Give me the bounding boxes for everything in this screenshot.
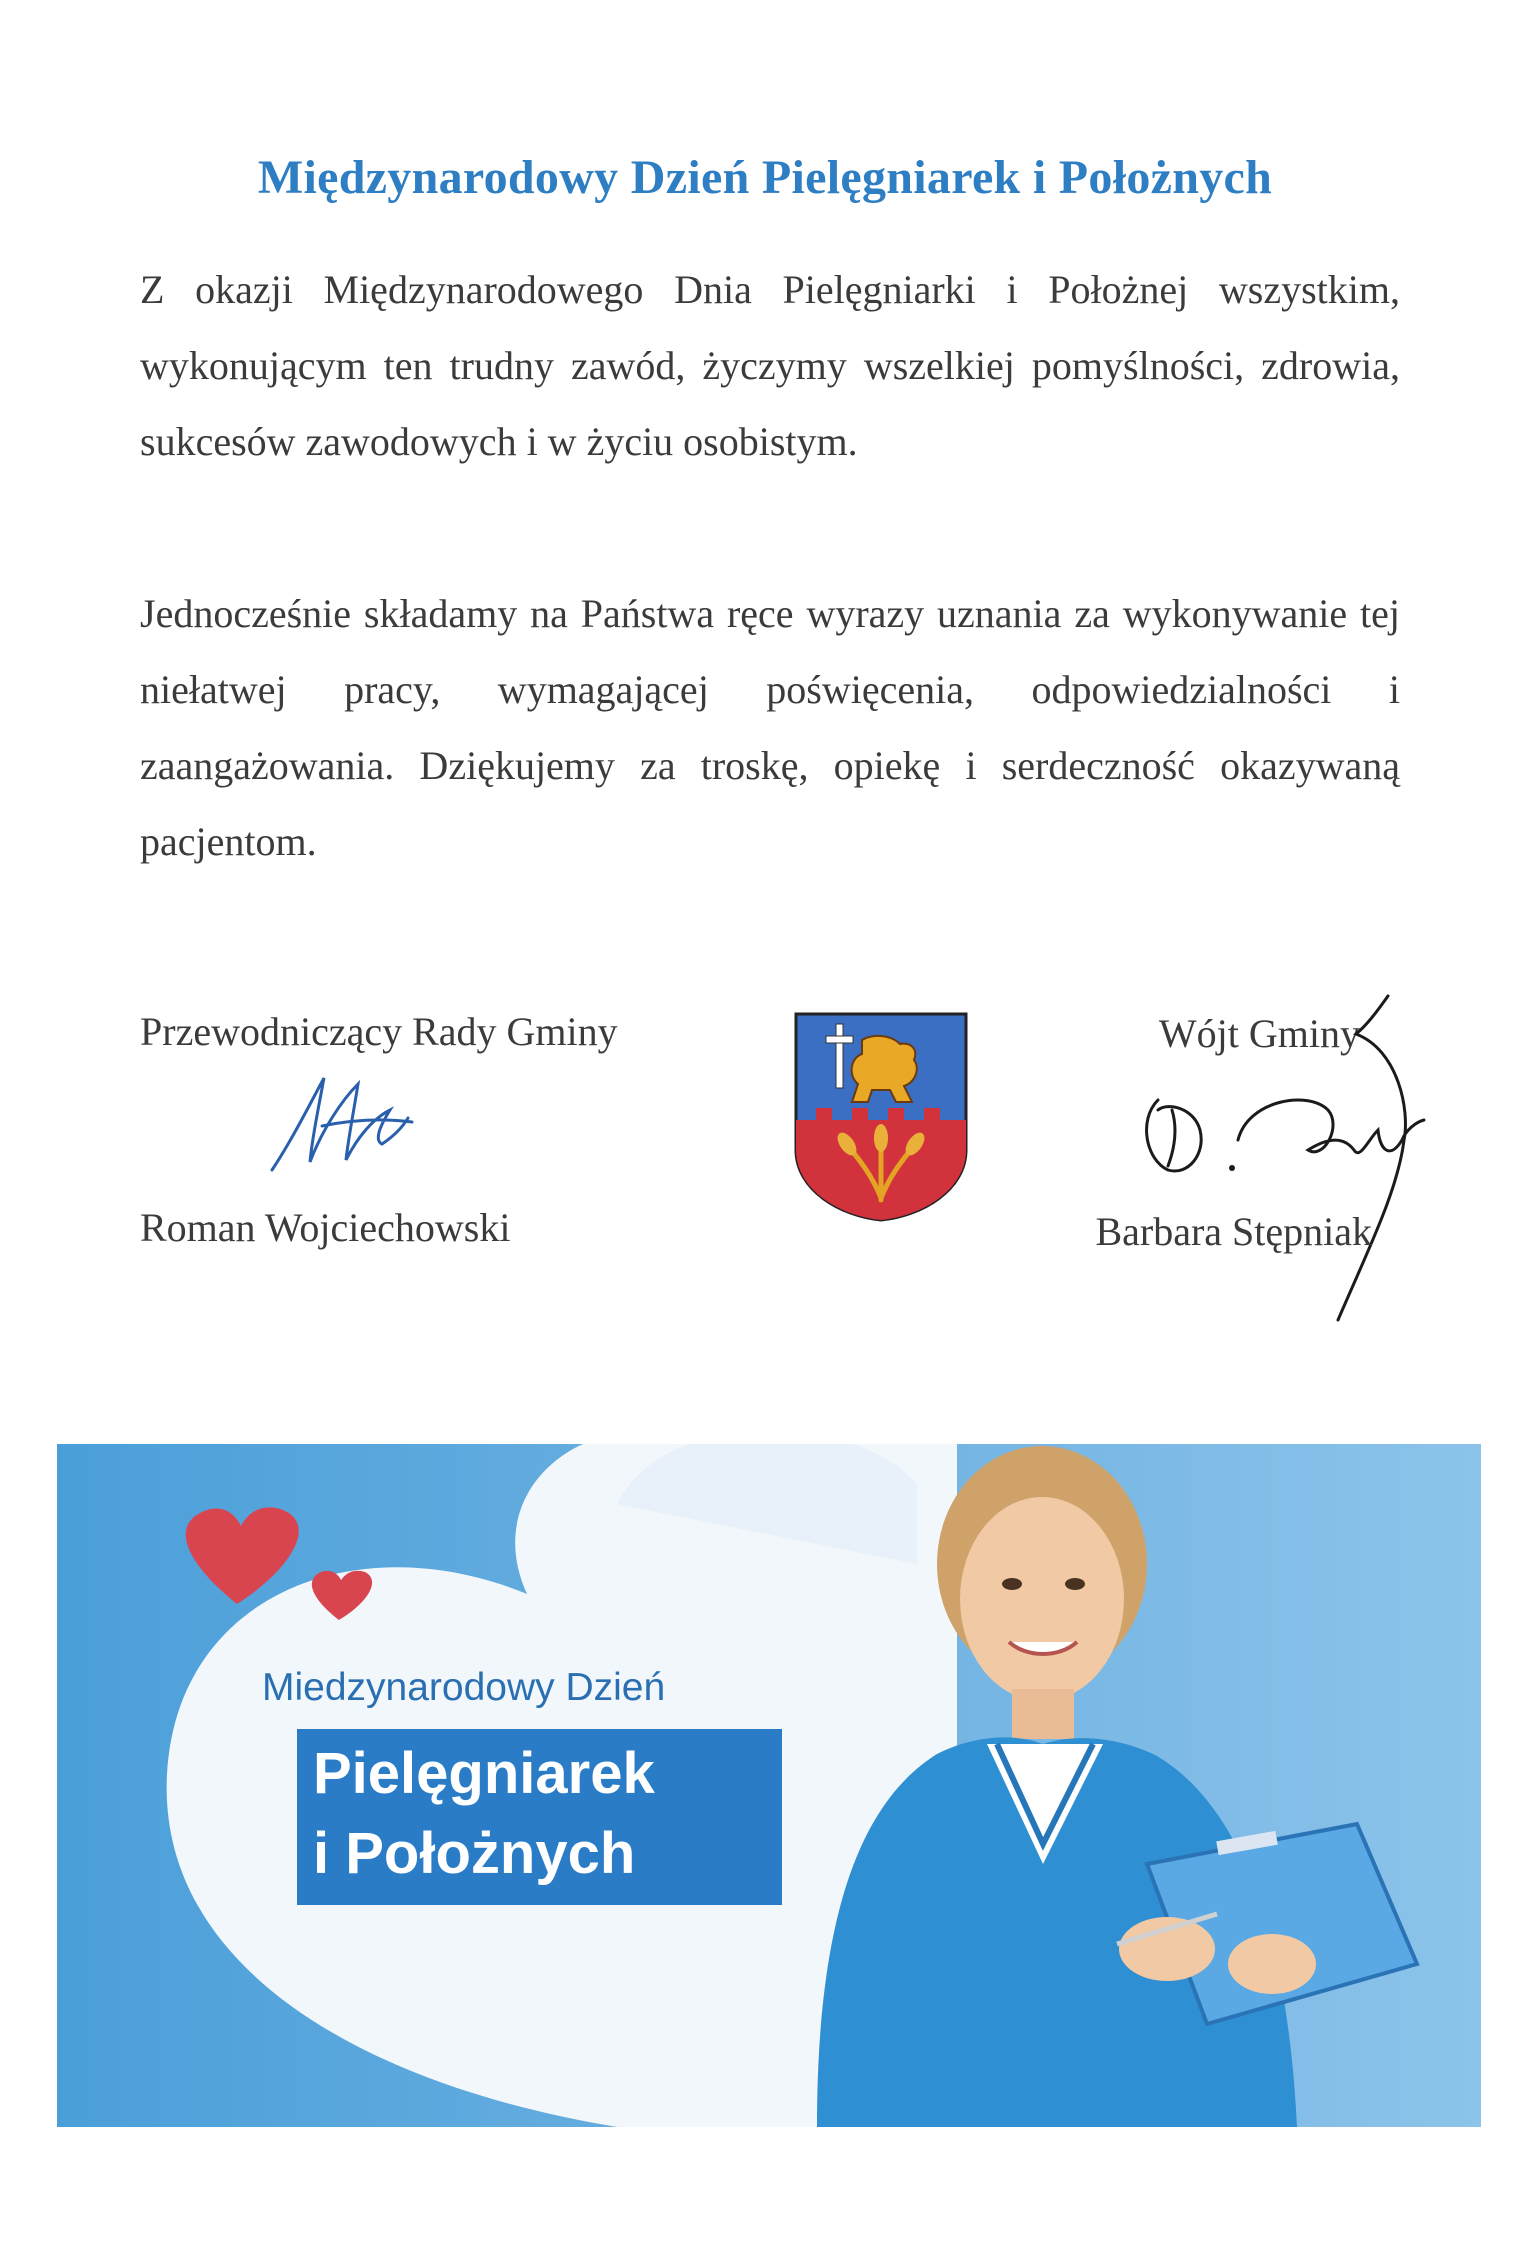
right-signatory-role: Wójt Gminy xyxy=(1158,1011,1360,1056)
banner-subtitle: Miedzynarodowy Dzień xyxy=(262,1666,666,1709)
left-signatory-name: Roman Wojciechowski xyxy=(140,1205,511,1250)
right-signature-icon xyxy=(1128,990,1448,1330)
nurses-day-banner xyxy=(57,1444,1481,2127)
banner-title-line-2: i Położnych xyxy=(313,1821,636,1886)
banner-title-line-1: Pielęgniarek xyxy=(313,1741,655,1806)
right-signatory-name: Barbara Stępniak xyxy=(1095,1209,1372,1254)
heart-icon xyxy=(186,1507,299,1604)
page-title: Międzynarodowy Dzień Pielęgniarek i Położnych xyxy=(257,151,1273,204)
left-signature-icon xyxy=(262,1070,432,1180)
left-signatory-role: Przewodniczący Rady Gminy xyxy=(140,1009,618,1054)
thanks-paragraph: Jednocześnie składamy na Państwa ręce wyrazy uznania za wykonywanie tej niełatwej pracy, wymagającej poświęcenia, odpowiedzialności i zaangażowania. Dziękujemy za troskę, opiekę i serdeczność okazywaną pacjentom. xyxy=(140,591,1400,864)
coat-of-arms-icon xyxy=(792,1010,970,1222)
greeting-paragraph: Z okazji Międzynarodowego Dnia Pielęgniarki i Położnej wszystkim, wykonującym ten trudny zawód, życzymy wszelkiej pomyślności, zdrowia, sukcesów zawodowych i w życiu osobistym. xyxy=(140,267,1400,464)
